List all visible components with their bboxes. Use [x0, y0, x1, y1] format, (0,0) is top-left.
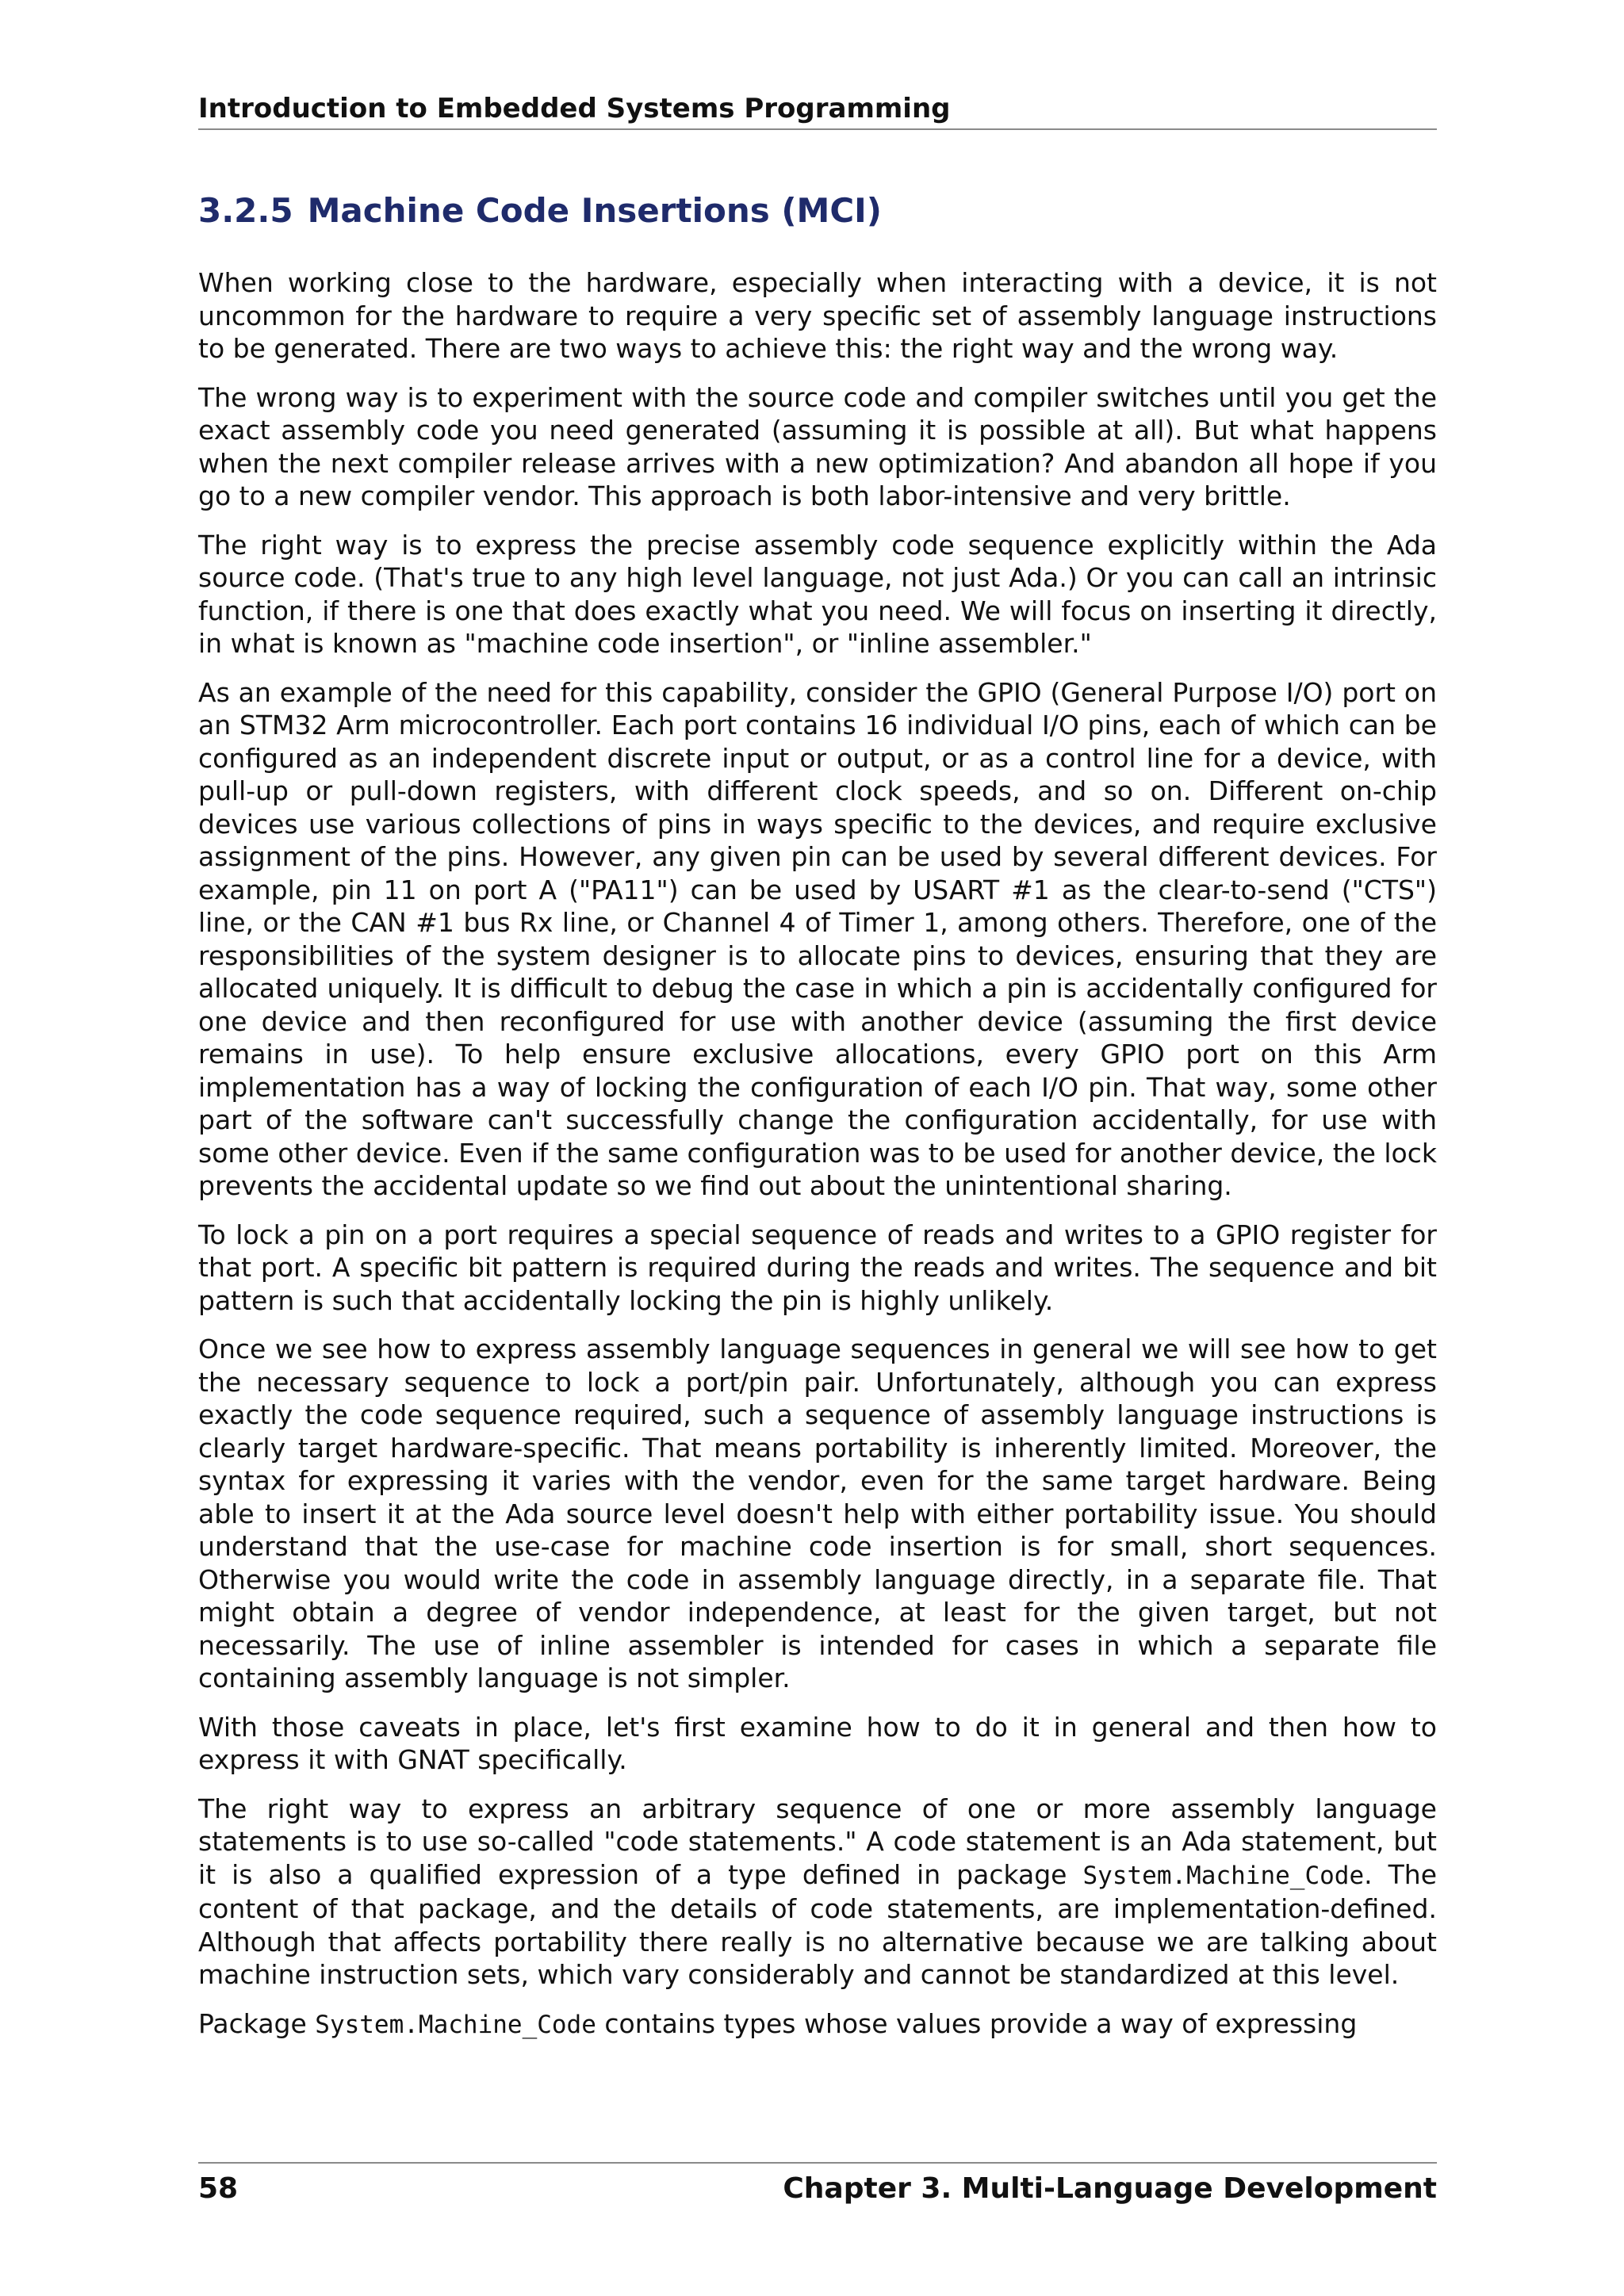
inline-code: System.Machine_Code	[315, 2010, 596, 2039]
chapter-title: Chapter 3. Multi-Language Development	[783, 2172, 1437, 2205]
paragraph-8-text-b: . The content of that package, and the details of code statements, are implementation-defined. Although that affects portability there really is no alternative because we are talking about machine instruction sets, which vary considerably and cannot be standardized at this level.	[198, 1858, 1437, 1990]
paragraph-9-text-a: Package	[198, 2007, 316, 2039]
paragraph-9-text-b: contains types whose values provide a way of expressing	[596, 2007, 1358, 2039]
paragraph-8-text-a: The right way to express an arbitrary sequence of one or more assembly language statements is to use so-called "code statements." A code statement is an Ada statement, but it is also a qualified expression of a type defined in package	[198, 1793, 1437, 1890]
document-page	[198, 0, 1437, 2296]
paragraph-8	[198, 1793, 1437, 1992]
paragraph-7: With those caveats in place, let's first examine how to do it in general and then how to express it with GNAT specifically.	[198, 1711, 1437, 1775]
paragraph-9	[198, 2007, 1437, 2042]
paragraph-6: Once we see how to express assembly language sequences in general we will see how to get the necessary sequence to lock a port/pin pair. Unfortunately, although you can express exactly the code sequence required, such a sequence of assembly language instructions is clearly target hardware-specific. That means portability is inherently limited. Moreover, the syntax for expressing it varies with the vendor, even for the same target hardware. Being able to insert it at the Ada source level doesn't help with either portability issue. You should understand that the use-case for machine code insertion is for small, short sequences. Otherwise you would write the code in assembly language directly, in a separate file. That might obtain a degree of vendor independence, at least for the given target, but not necessarily. The use of inline assembler is intended for cases in which a separate file containing assembly language is not simpler.	[198, 1334, 1437, 1693]
book-title: Introduction to Embedded Systems Programming	[198, 93, 951, 124]
section-number: 3.2.5	[198, 191, 293, 230]
page-number: 58	[198, 2172, 239, 2205]
section-title: Machine Code Insertions (MCI)	[307, 191, 882, 230]
paragraph-2: The wrong way is to experiment with the source code and compiler switches until you get the exact assembly code you need generated (assuming it is possible at all). But what happens when the next compiler release arrives with a new optimization? And abandon all hope if you go to a new compiler vendor. This approach is both labor-intensive and very brittle.	[198, 381, 1437, 511]
running-footer	[198, 2162, 1437, 2206]
paragraph-1: When working close to the hardware, especially when interacting with a device, it is not uncommon for the hardware to require a very specific set of assembly language instructions to be generated. There are two ways to achieve this: the right way and the wrong way.	[198, 267, 1437, 364]
paragraph-3: The right way is to express the precise assembly code sequence explicitly within the Ada source code. (That's true to any high level language, not just Ada.) Or you can call an intrinsic function, if there is one that does exactly what you need. We will focus on inserting it directly, in what is known as "machine code insertion", or "inline assembler."	[198, 529, 1437, 659]
paragraph-4: As an example of the need for this capability, consider the GPIO (General Purpose I/O) port on an STM32 Arm microcontroller. Each port contains 16 individual I/O pins, each of which can be configured as an independent discrete input or output, or as a control line for a device, with pull-up or pull-down registers, with different clock speeds, and so on. Different on-chip devices use various collections of pins in ways specific to the devices, and require exclusive assignment of the pins. However, any given pin can be used by several different devices. For example, pin 11 on port A ("PA11") can be used by USART #1 as the clear-to-send ("CTS") line, or the CAN #1 bus Rx line, or Channel 4 of Timer 1, among others. Therefore, one of the responsibilities of the system designer is to allocate pins to devices, ensuring that they are allocated uniquely. It is difficult to debug the case in which a pin is accidentally configured for one device and then reconfigured for use with another device (assuming the first device remains in use). To help ensure exclusive allocations, every GPIO port on this Arm implementation has a way of locking the configuration of each I/O pin. That way, some other part of the software can't successfully change the configuration accidentally, for use with some other device. Even if the same configuration was to be used for another device, the lock prevents the accidental update so we find out about the unintentional sharing.	[198, 676, 1437, 1201]
inline-code: System.Machine_Code	[1082, 1861, 1365, 1890]
section-heading	[198, 190, 1437, 232]
body-text	[198, 266, 1437, 2057]
paragraph-5: To lock a pin on a port requires a special sequence of reads and writes to a GPIO register for that port. A specific bit pattern is required during the reads and writes. The sequence and bit pattern is such that accidentally locking the pin is highly unlikely.	[198, 1219, 1437, 1316]
running-header	[198, 92, 1437, 130]
